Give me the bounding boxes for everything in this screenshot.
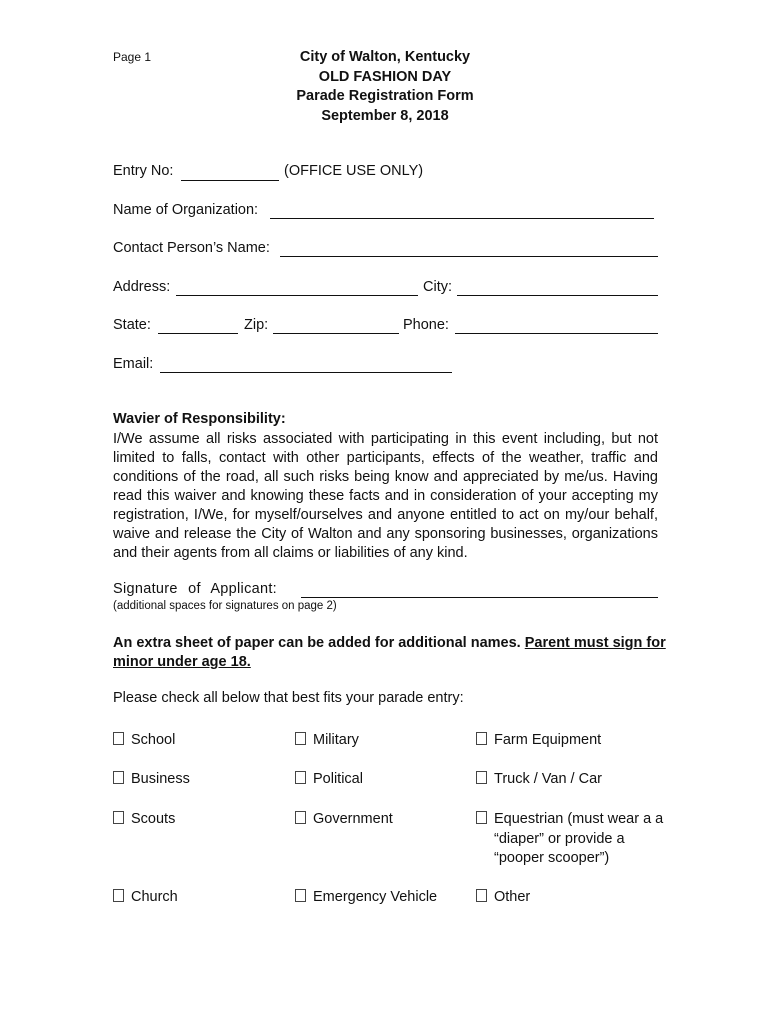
waiver-title: Wavier of Responsibility: — [113, 411, 286, 427]
entry-no-field[interactable] — [181, 180, 279, 181]
option-government[interactable]: Government — [295, 810, 393, 830]
phone-field[interactable] — [455, 333, 658, 334]
signature-label: Signature of Applicant: — [113, 581, 277, 597]
checkbox[interactable] — [476, 889, 487, 902]
city-field[interactable] — [457, 295, 658, 296]
zip-field[interactable] — [273, 333, 399, 334]
option-equestrian[interactable]: Equestrian (must wear a a “diaper” or provide a “pooper scooper”) — [476, 810, 674, 869]
organization-field[interactable] — [270, 218, 654, 219]
parent-signature-note: Parent must sign for minor under age 18. — [113, 635, 666, 670]
form-title: Parade Registration Form — [296, 88, 474, 104]
signature-field[interactable] — [301, 597, 658, 598]
option-farm-equipment[interactable]: Farm Equipment — [476, 731, 601, 751]
checkbox[interactable] — [113, 889, 124, 902]
option-business[interactable]: Business — [113, 770, 190, 790]
city-label: City: — [423, 279, 452, 295]
option-political[interactable]: Political — [295, 770, 363, 790]
entry-no-label: Entry No: — [113, 163, 174, 179]
check-instructions: Please check all below that best fits your parade entry: — [113, 690, 464, 706]
option-truck-van-car[interactable]: Truck / Van / Car — [476, 770, 602, 790]
option-other[interactable]: Other — [476, 888, 530, 908]
option-church[interactable]: Church — [113, 888, 178, 908]
state-label: State: — [113, 317, 151, 333]
extra-sheet-text: An extra sheet of paper can be added for additional names. — [113, 635, 525, 651]
page-number: Page 1 — [113, 50, 152, 64]
zip-label: Zip: — [244, 317, 269, 333]
signature-note: (additional spaces for signatures on page 2) — [113, 600, 337, 612]
address-label: Address: — [113, 279, 171, 295]
checkbox[interactable] — [295, 811, 306, 824]
checkbox[interactable] — [113, 811, 124, 824]
option-military[interactable]: Military — [295, 731, 359, 751]
office-use-note: (OFFICE USE ONLY) — [284, 163, 424, 179]
extra-sheet-note — [113, 634, 673, 672]
state-field[interactable] — [158, 333, 238, 334]
contact-label: Contact Person’s Name: — [113, 240, 270, 256]
checkbox[interactable] — [295, 889, 306, 902]
option-school[interactable]: School — [113, 731, 175, 751]
form-header — [200, 48, 570, 126]
email-field[interactable] — [160, 372, 452, 373]
checkbox[interactable] — [476, 771, 487, 784]
checkbox[interactable] — [295, 732, 306, 745]
checkbox[interactable] — [113, 732, 124, 745]
checkbox[interactable] — [295, 771, 306, 784]
city-title: City of Walton, Kentucky — [299, 49, 471, 65]
phone-label: Phone: — [403, 317, 449, 333]
checkbox[interactable] — [113, 771, 124, 784]
checkbox[interactable] — [476, 732, 487, 745]
organization-label: Name of Organization: — [113, 202, 259, 218]
checkbox[interactable] — [476, 811, 487, 824]
email-label: Email: — [113, 356, 154, 372]
option-emergency-vehicle[interactable]: Emergency Vehicle — [295, 888, 437, 908]
option-scouts[interactable]: Scouts — [113, 810, 175, 830]
event-title: OLD FASHION DAY — [318, 68, 452, 85]
event-date: September 8, 2018 — [321, 107, 449, 124]
contact-field[interactable] — [280, 256, 658, 257]
address-field[interactable] — [176, 295, 418, 296]
waiver-text: I/We assume all risks associated with participating in this event including, but not limited to falls, contact with other participants, effects of the weather, traffic and conditions of the road, all such risks being know and appreciated by me/us. Having read this waiver and knowing these facts and in consideration of your accepting my registration, I/We, for myself/ourselves and anyone entitled to act on my/our behalf, waive and release the City of Walton and any sponsoring businesses, organizations and their agents from all claims or liabilities of any kind. — [113, 431, 658, 561]
